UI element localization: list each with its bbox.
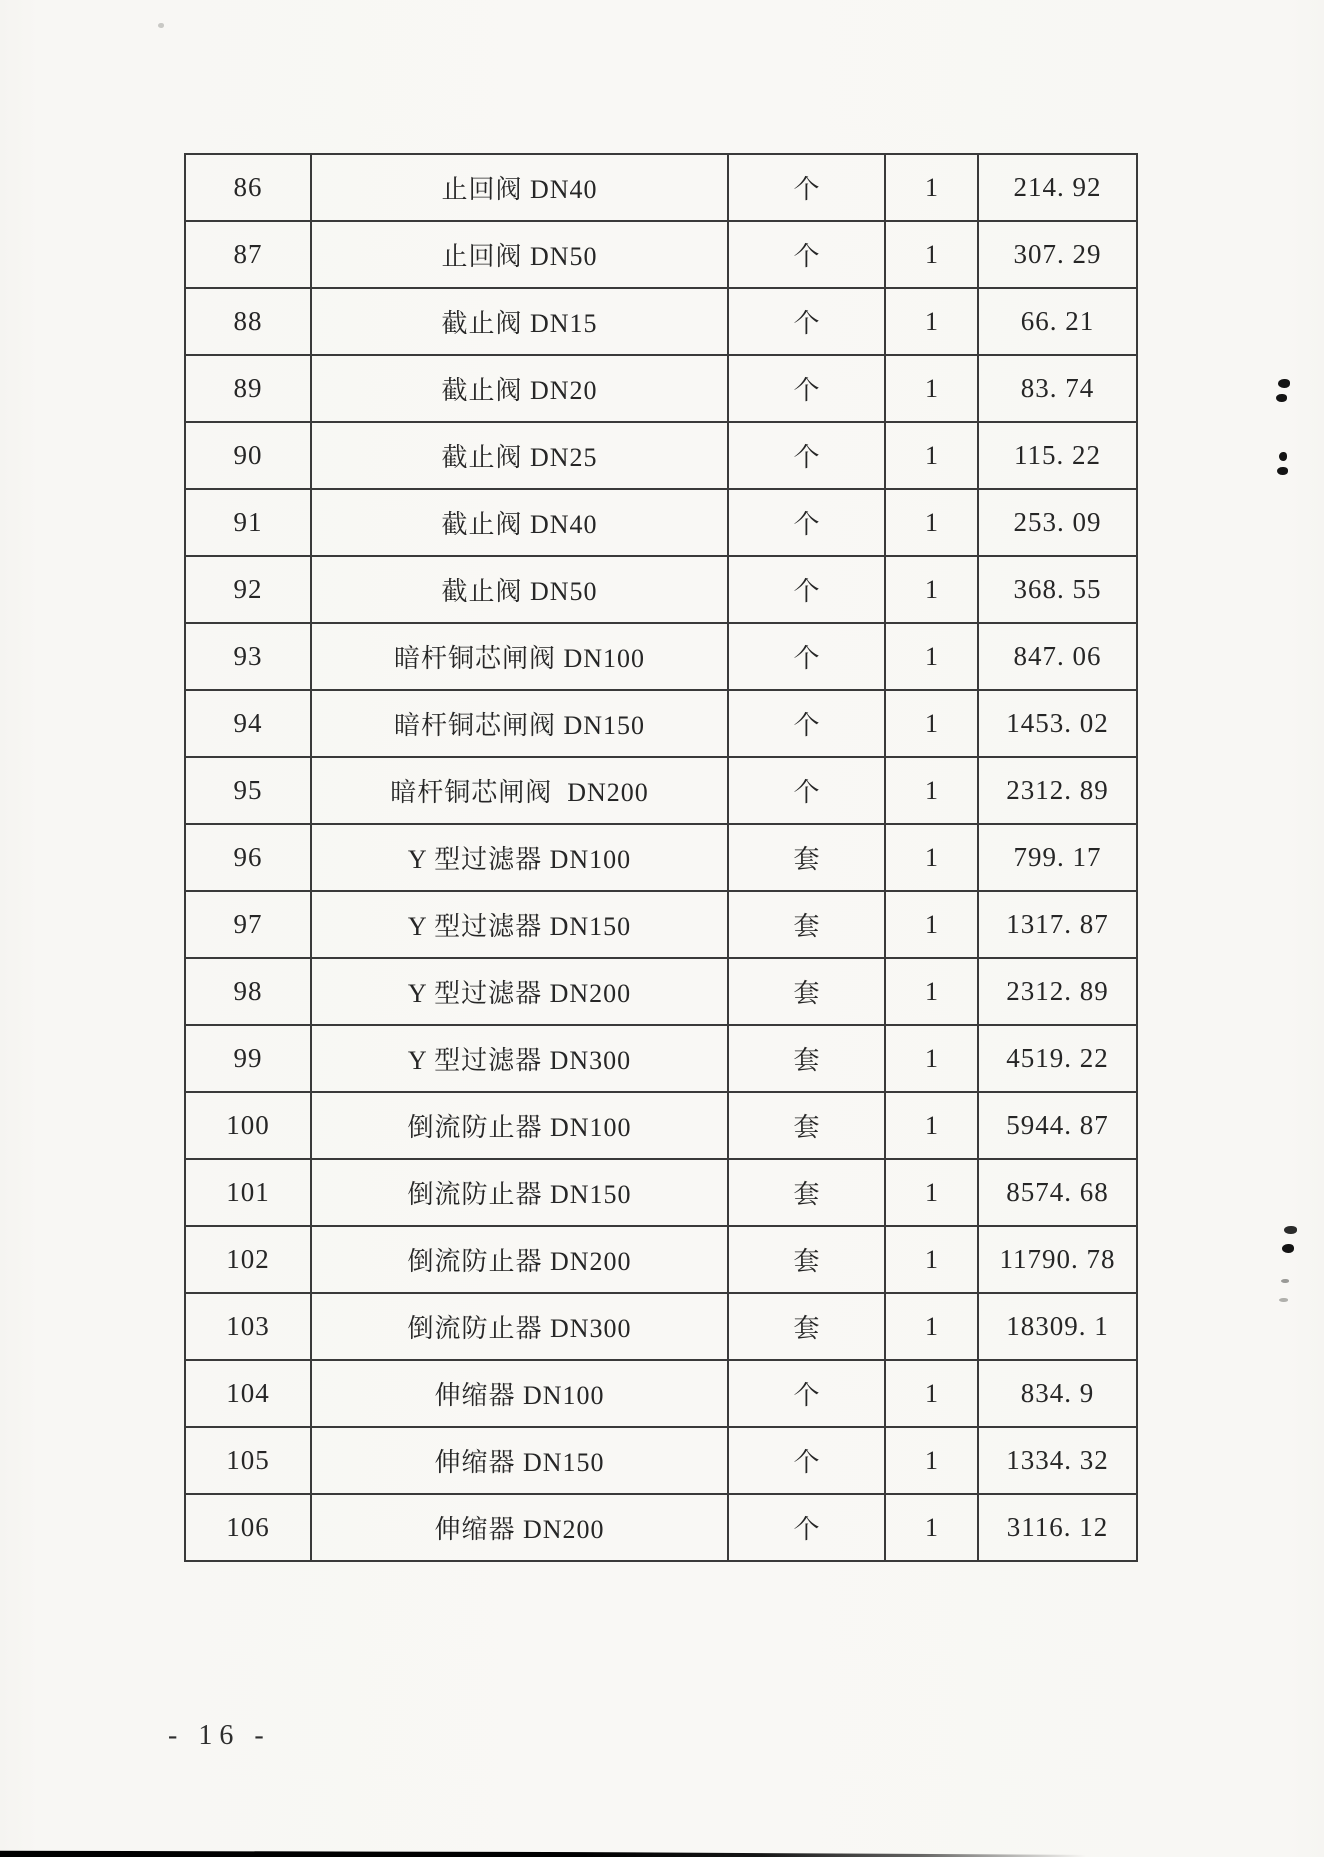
row-number: 106 — [185, 1494, 311, 1561]
row-number: 89 — [185, 355, 311, 422]
item-name: Y 型过滤器 DN100 — [311, 824, 728, 891]
item-price: 8574. 68 — [978, 1159, 1137, 1226]
item-unit: 套 — [728, 958, 885, 1025]
item-price: 2312. 89 — [978, 958, 1137, 1025]
item-unit: 个 — [728, 288, 885, 355]
item-quantity: 1 — [885, 1293, 978, 1360]
row-number: 88 — [185, 288, 311, 355]
table-row — [185, 824, 1137, 891]
item-unit: 套 — [728, 1092, 885, 1159]
item-name: Y 型过滤器 DN300 — [311, 1025, 728, 1092]
table-row — [185, 1159, 1137, 1226]
item-price: 1334. 32 — [978, 1427, 1137, 1494]
item-name: 倒流防止器 DN100 — [311, 1092, 728, 1159]
table-row — [185, 154, 1137, 221]
item-price: 66. 21 — [978, 288, 1137, 355]
item-quantity: 1 — [885, 1427, 978, 1494]
ink-speck — [1279, 1298, 1288, 1302]
item-quantity: 1 — [885, 221, 978, 288]
equipment-price-table — [184, 153, 1138, 1562]
item-name: 截止阀 DN40 — [311, 489, 728, 556]
item-quantity: 1 — [885, 355, 978, 422]
item-name: 截止阀 DN50 — [311, 556, 728, 623]
item-quantity: 1 — [885, 1025, 978, 1092]
item-unit: 个 — [728, 221, 885, 288]
equipment-price-table-body — [185, 154, 1137, 1561]
item-name: Y 型过滤器 DN150 — [311, 891, 728, 958]
item-price: 214. 92 — [978, 154, 1137, 221]
item-name: 止回阀 DN50 — [311, 221, 728, 288]
row-number: 91 — [185, 489, 311, 556]
item-name: 截止阀 DN25 — [311, 422, 728, 489]
item-unit: 套 — [728, 824, 885, 891]
item-name: 伸缩器 DN150 — [311, 1427, 728, 1494]
ink-speck — [1281, 1279, 1289, 1283]
ink-speck — [1279, 452, 1287, 461]
row-number: 97 — [185, 891, 311, 958]
item-unit: 套 — [728, 1159, 885, 1226]
item-price: 834. 9 — [978, 1360, 1137, 1427]
table-row — [185, 623, 1137, 690]
table-row — [185, 355, 1137, 422]
item-name: 倒流防止器 DN300 — [311, 1293, 728, 1360]
row-number: 90 — [185, 422, 311, 489]
table-row — [185, 757, 1137, 824]
item-name: 截止阀 DN20 — [311, 355, 728, 422]
item-quantity: 1 — [885, 1092, 978, 1159]
item-name: 截止阀 DN15 — [311, 288, 728, 355]
item-price: 847. 06 — [978, 623, 1137, 690]
row-number: 96 — [185, 824, 311, 891]
item-name: 暗杆铜芯闸阀 DN100 — [311, 623, 728, 690]
table-row — [185, 690, 1137, 757]
item-unit: 套 — [728, 891, 885, 958]
table-row — [185, 1025, 1137, 1092]
row-number: 87 — [185, 221, 311, 288]
item-unit: 个 — [728, 1360, 885, 1427]
item-name: 暗杆铜芯闸阀 DN200 — [311, 757, 728, 824]
table-row — [185, 1226, 1137, 1293]
item-price: 1453. 02 — [978, 690, 1137, 757]
item-price: 18309. 1 — [978, 1293, 1137, 1360]
item-quantity: 1 — [885, 824, 978, 891]
ink-speck — [1277, 467, 1288, 475]
row-number: 95 — [185, 757, 311, 824]
item-quantity: 1 — [885, 422, 978, 489]
item-name: 倒流防止器 DN200 — [311, 1226, 728, 1293]
item-name: Y 型过滤器 DN200 — [311, 958, 728, 1025]
item-quantity: 1 — [885, 958, 978, 1025]
item-quantity: 1 — [885, 757, 978, 824]
scan-edge-artifact — [0, 1850, 1120, 1857]
item-price: 253. 09 — [978, 489, 1137, 556]
item-unit: 个 — [728, 623, 885, 690]
item-quantity: 1 — [885, 556, 978, 623]
item-unit: 个 — [728, 154, 885, 221]
ink-speck — [1282, 1244, 1294, 1253]
item-quantity: 1 — [885, 1360, 978, 1427]
table-row — [185, 1360, 1137, 1427]
item-unit: 个 — [728, 355, 885, 422]
table-row — [185, 1293, 1137, 1360]
item-price: 115. 22 — [978, 422, 1137, 489]
item-name: 倒流防止器 DN150 — [311, 1159, 728, 1226]
page-number: - 16 - — [168, 1720, 271, 1751]
item-unit: 个 — [728, 690, 885, 757]
row-number: 98 — [185, 958, 311, 1025]
row-number: 100 — [185, 1092, 311, 1159]
table-row — [185, 1092, 1137, 1159]
item-quantity: 1 — [885, 1159, 978, 1226]
item-name: 止回阀 DN40 — [311, 154, 728, 221]
item-quantity: 1 — [885, 154, 978, 221]
item-price: 5944. 87 — [978, 1092, 1137, 1159]
row-number: 104 — [185, 1360, 311, 1427]
row-number: 105 — [185, 1427, 311, 1494]
item-price: 307. 29 — [978, 221, 1137, 288]
item-price: 799. 17 — [978, 824, 1137, 891]
ink-speck — [1284, 1226, 1297, 1234]
table-row — [185, 556, 1137, 623]
item-price: 3116. 12 — [978, 1494, 1137, 1561]
table-row — [185, 1494, 1137, 1561]
table-row — [185, 891, 1137, 958]
item-quantity: 1 — [885, 489, 978, 556]
item-quantity: 1 — [885, 891, 978, 958]
item-quantity: 1 — [885, 1226, 978, 1293]
row-number: 93 — [185, 623, 311, 690]
item-name: 暗杆铜芯闸阀 DN150 — [311, 690, 728, 757]
table-row — [185, 489, 1137, 556]
item-price: 83. 74 — [978, 355, 1137, 422]
table-row — [185, 221, 1137, 288]
item-price: 1317. 87 — [978, 891, 1137, 958]
item-unit: 个 — [728, 1494, 885, 1561]
item-price: 2312. 89 — [978, 757, 1137, 824]
row-number: 92 — [185, 556, 311, 623]
table-row — [185, 1427, 1137, 1494]
row-number: 86 — [185, 154, 311, 221]
item-unit: 个 — [728, 422, 885, 489]
table-row — [185, 288, 1137, 355]
ink-speck — [158, 23, 164, 28]
item-unit: 套 — [728, 1293, 885, 1360]
item-unit: 个 — [728, 556, 885, 623]
item-unit: 套 — [728, 1025, 885, 1092]
table-row — [185, 422, 1137, 489]
item-price: 11790. 78 — [978, 1226, 1137, 1293]
item-price: 4519. 22 — [978, 1025, 1137, 1092]
item-quantity: 1 — [885, 1494, 978, 1561]
item-quantity: 1 — [885, 690, 978, 757]
item-name: 伸缩器 DN100 — [311, 1360, 728, 1427]
item-unit: 个 — [728, 489, 885, 556]
item-name: 伸缩器 DN200 — [311, 1494, 728, 1561]
row-number: 99 — [185, 1025, 311, 1092]
item-quantity: 1 — [885, 288, 978, 355]
row-number: 103 — [185, 1293, 311, 1360]
item-unit: 个 — [728, 1427, 885, 1494]
row-number: 94 — [185, 690, 311, 757]
item-quantity: 1 — [885, 623, 978, 690]
item-unit: 个 — [728, 757, 885, 824]
row-number: 102 — [185, 1226, 311, 1293]
item-price: 368. 55 — [978, 556, 1137, 623]
table-row — [185, 958, 1137, 1025]
row-number: 101 — [185, 1159, 311, 1226]
ink-speck — [1278, 379, 1290, 388]
ink-speck — [1276, 394, 1287, 402]
item-unit: 套 — [728, 1226, 885, 1293]
